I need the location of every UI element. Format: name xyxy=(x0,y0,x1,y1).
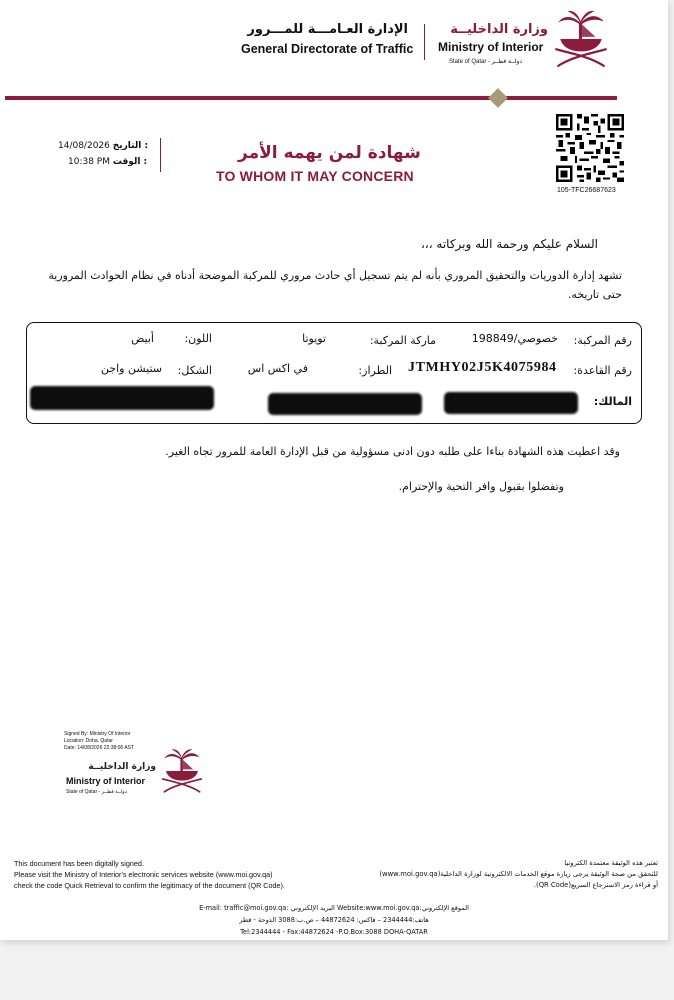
header-divider xyxy=(5,96,617,100)
date-value: 14/08/2026 xyxy=(58,141,110,151)
closing-statement: وقد اعطيت هذه الشهادة بناءا على طلبه دون ادنى مسؤولية من قبل الإدارة العامة للمرور تجاه الغير. xyxy=(165,445,620,458)
footer-note-ar-2: للتحقق من صحة الوثيقة يرجى زيارة موقع الخدمات الالكترونية لوزارة الداخلية(www.moi.gov.qa) xyxy=(379,870,658,878)
signature-state: State of Qatar - دولــة قطــر xyxy=(66,789,127,795)
footer-contact-ar: هاتف:2344444 – فاكس: 44872624 – ص.ب:3088 الدوحة - قطر xyxy=(239,916,429,924)
model-label: الطراز: xyxy=(358,364,392,377)
date-line xyxy=(58,141,148,151)
model-value: في اكس اس xyxy=(247,362,308,375)
divider-diamond xyxy=(488,88,508,108)
time-line xyxy=(68,157,147,167)
state-of-qatar-label: State of Qatar - دولــة قطــر xyxy=(449,59,523,65)
signed-date: Date: 14/08/2026 22:38:06 AST xyxy=(64,745,135,751)
qr-code-icon xyxy=(556,114,624,182)
reference-number: 105-TFC26687623 xyxy=(557,187,616,194)
footer-note-en-2: Please visit the Ministry of Interior's electronic services website (www.moi.gov.qa) xyxy=(14,870,273,879)
owner-name-redacted xyxy=(444,392,578,414)
footer-contact-web: E-mail: traffic@moi.gov.qa: البريد الإلكتروني Website:www.moi.gov.qa:الموقع الإلكتروني xyxy=(199,904,469,912)
moi-emblem-icon xyxy=(550,8,612,70)
gdt-arabic-name: الإدارة العـامـــة للمـــرور xyxy=(247,22,408,37)
time-label: الوقت : xyxy=(112,157,148,167)
make-value: تويوتا xyxy=(302,332,326,345)
owner-id-redacted xyxy=(268,393,422,415)
certificate-title-arabic: شهادة لمن يهمه الأمر xyxy=(238,143,421,163)
footer-note-en-3: check the code Quick Retrieval to confirm the legitimacy of the document (QR Code). xyxy=(14,881,285,890)
closing-greeting: وتفضلوا بقبول وافر التحية والإحترام. xyxy=(398,480,564,493)
plate-label: رقم المركبة: xyxy=(573,334,632,347)
plate-value: خصوصي/198849 xyxy=(471,332,558,345)
moi-english-name: Ministry of Interior xyxy=(438,40,544,54)
signature-moi-english: Ministry of Interior xyxy=(66,776,146,786)
color-label: اللون: xyxy=(184,332,212,345)
greeting: السلام عليكم ورحمة الله وبركاته ،،، xyxy=(420,237,598,251)
date-label: التاريخ : xyxy=(112,141,149,151)
certificate-title-english: TO WHOM IT MAY CONCERN xyxy=(216,168,414,184)
make-label: ماركة المركبة: xyxy=(369,334,436,347)
shape-label: الشكل: xyxy=(177,364,212,377)
color-value: أبيض xyxy=(131,332,154,345)
footer-contact-en: Tel:2344444 - Fax:44872624 -P.O.Box:3088 DOHA-QATAR xyxy=(240,928,428,936)
moi-arabic-name: وزارة الداخليــة xyxy=(450,22,548,37)
signed-by: Signed By: Ministry Of Interior xyxy=(64,731,131,737)
statement: تشهد إدارة الدوريات والتحقيق المروري بأنه لم يتم تسجيل أي حادث مروري للمركبة الموضحة أدناه في نظام الحوادث المرورية حتى تاريخه. xyxy=(48,269,622,301)
signature-moi-arabic: وزارة الداخليــة xyxy=(88,762,156,772)
footer-note-ar-3: أو قراءة رمز الاسترجاع السريع(QR Code). xyxy=(533,881,658,889)
time-value: 10:38 PM xyxy=(68,157,110,167)
owner-label: المالك: xyxy=(593,395,632,408)
chassis-value: JTMHY02J5K4075984 xyxy=(408,360,557,375)
footer-note-ar-1: تعتبر هذه الوثيقة معتمدة الكترونيا xyxy=(564,859,658,867)
owner-info-redacted xyxy=(30,386,214,410)
gdt-english-name: General Directorate of Traffic xyxy=(241,42,414,56)
chassis-label: رقم القاعدة: xyxy=(573,364,632,377)
header-separator xyxy=(424,24,425,60)
shape-value: ستيشن واجن xyxy=(100,362,162,375)
signed-location: Location: Doha, Qatar xyxy=(64,738,113,744)
footer-note-en-1: This document has been digitally signed. xyxy=(14,859,144,868)
date-separator xyxy=(160,138,161,172)
moi-emblem-icon xyxy=(158,747,206,795)
